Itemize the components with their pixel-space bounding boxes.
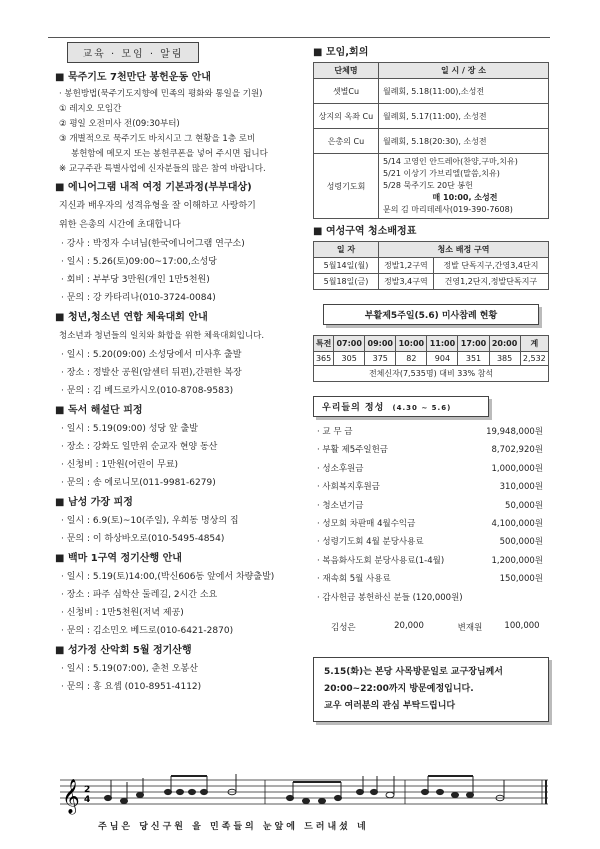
section-rosary [55,71,303,177]
text-line: · 봉헌방법(묵주기도지향에 민족의 평화와 통일을 기원) [59,89,263,99]
offering-label: · 재속회 5월 사용료 [317,574,391,585]
offering-amount: 19,948,000원 [486,427,543,437]
offering-label: · 감사헌금 봉헌하신 분들 (120,000원) [317,592,463,603]
notice-box [313,657,549,722]
table-row [314,258,549,274]
text-line: · 일시 : 5.19(07:00), 춘천 오봉산 [61,664,198,674]
cell-line: 5/28 묵주기도 20단 봉헌 [383,181,473,190]
offering-label: · 교 무 금 [317,427,353,437]
offering-row [313,515,549,533]
offering-amount: 1,200,000원 [491,555,543,566]
table-row [314,274,549,290]
offering-label: · 청소년기금 [317,500,364,511]
text-line: · 장소 : 파주 심학산 둘레길, 2시간 소요 [61,590,218,600]
left-header: 교육 · 모임 · 알림 [67,42,199,63]
donor-amount: 100,000 [504,621,540,632]
text-line: · 문의 : 이 하상바오로(010-5495-4854) [61,534,225,544]
table-header: 10:00 [396,336,427,352]
cell-line: 매 10:00, 소성전 [432,193,498,202]
offering-title [313,396,489,417]
table-cell: 375 [365,352,396,366]
text-line: · 일시 : 5.26(토)09:00~17:00,소성당 [61,257,217,267]
offering-row [313,441,549,459]
text-line: 봉헌함에 메모지 또는 봉헌쿠폰을 넣어 주시면 됩니다 [71,149,268,159]
table-row [314,129,549,154]
offering-label: · 복음화사도회 분당사용료(1-4월) [317,555,445,566]
table-row [314,366,549,382]
cell-line: 5/14 고영인 안드레아(찬양,구마,치유) [383,157,518,166]
table-cell: 셋별Cu [314,79,379,104]
text-line: ① 레지오 모임간 [59,104,122,114]
notice-line: 5.15(화)는 본당 사목방문일로 교구장님께서 [324,667,503,678]
text-line: · 문의 : 김 베드로카시오(010-8708-9583) [61,386,234,396]
text-line: · 강사 : 박정자 수녀님(한국에니어그램 연구소) [61,239,245,249]
table-row [314,154,549,219]
section-title: ■ 에니어그램 내적 여정 기본과정(부부대상) [55,181,303,195]
text-line: · 신청비 : 1만원(어린이 무료) [61,460,179,470]
table-cell: 은총의 Cu [314,129,379,154]
svg-text:4: 4 [84,795,91,805]
table-cell: 정발3,4구역 [379,274,434,290]
table-header: 20:00 [489,336,520,352]
offering-amount: 310,000원 [499,482,543,493]
table-cell: 상지의 옥좌 Cu [314,104,379,129]
text-line: · 문의 : 홍 요셉 (010-8951-4112) [61,682,202,692]
table-header: 단체명 [314,63,379,79]
table-cell: 5월18일(금) [314,274,379,290]
table-header: 일 자 [314,242,379,258]
table-cell: 건영1,2단지,정발단독지구 [433,274,548,290]
section-hiking-1 [55,552,303,640]
section-title: ■ 묵주기도 7천만단 봉헌운동 안내 [55,71,303,85]
offering-label: · 성모회 차판매 4월수익금 [317,519,416,530]
offering-row [313,460,549,478]
section-sports-day [55,311,303,400]
left-column [55,42,303,696]
mass-table [313,335,549,382]
donor-list [313,621,549,633]
right-column [313,42,549,722]
text-line: · 장소 : 정발산 공원(암센터 뒤편),간편한 복장 [61,368,242,378]
section-lector-retreat [55,404,303,492]
offering-label: · 성소후원금 [317,463,364,474]
table-cell: 5월14일(월) [314,258,379,274]
offering-amount: 50,000원 [505,500,543,511]
text-line: · 문의 : 송 에로니모(011-9981-6279) [61,478,216,488]
mass-title: 부활제5주일(5.6) 미사참례 현황 [323,304,539,325]
text-line: · 장소 : 강화도 일만위 순교자 현양 동산 [61,442,218,452]
table-header: 11:00 [427,336,458,352]
offering-section [313,396,549,633]
offering-row [313,552,549,570]
table-cell: 351 [458,352,489,366]
notice-line: 교우 여러분의 관심 부탁드립니다 [324,701,456,712]
offering-amount: 4,100,000원 [491,519,543,530]
offering-label: · 사회복지후원금 [317,482,380,493]
donor-name: 김성은 [331,623,356,634]
table-cell: 성령기도회 [314,154,379,219]
text-line: 지신과 배우자의 성격유형을 잘 이해하고 사랑하기 [59,201,256,211]
text-line: · 문의 : 김소민오 베드로(010-6421-2870) [61,626,234,636]
section-men-retreat [55,496,303,548]
text-line: 위한 은총의 시간에 초대합니다 [59,220,181,230]
section-title: ■ 성가정 산악회 5월 정기산행 [55,644,303,658]
text-line: · 문의 : 강 카타리나(010-3724-0084) [61,293,216,303]
meetings-title: ■ 모임,회의 [313,46,549,60]
top-rule [48,37,550,38]
table-header: 일 시 / 장 소 [379,63,549,79]
text-line: · 일시 : 5.20(09:00) 소성당에서 미사후 출발 [61,350,242,360]
section-title: ■ 청년,청소년 연합 체육대회 안내 [55,311,303,325]
meetings-table [313,62,549,219]
section-title: ■ 남성 가장 피정 [55,496,303,510]
offering-row [313,533,549,551]
notice-line: 20:00~22:00까지 방문예정입니다. [324,684,474,695]
table-header: 청소 배정 구역 [379,242,549,258]
section-title: ■ 백마 1구역 정기산행 안내 [55,552,303,566]
lyrics: 주님은 당신구원 을 민족들의 눈앞에 드러내셨 네 [98,822,369,832]
offering-amount: 1,000,000원 [491,463,543,474]
offering-row [313,423,549,441]
text-line: · 일시 : 6.9(토)~10(주일), 우희동 명상의 집 [61,516,239,526]
table-cell: 904 [427,352,458,366]
table-cell: 정발1,2구역 [379,258,434,274]
table-cell: 정발 단독지구,간영3,4단지 [433,258,548,274]
offering-amount: 8,702,920원 [491,445,543,456]
table-cell: 월례회, 5.18(11:00),소성전 [379,79,549,104]
offering-title-text: 우리들의 정성 [322,403,385,413]
table-row [314,352,549,366]
offering-amount: 150,000원 [499,574,543,585]
cell-line: 5/21 이상기 가브리엘(말씀,치유) [383,169,500,178]
table-cell: 월례회, 5.17(11:00), 소성전 [379,104,549,129]
offering-label: · 성령기도회 4월 분당사용료 [317,537,424,548]
text-line: ※ 교구주관 특별사업에 신자분들의 많은 참여 바랍니다. [59,164,266,174]
offering-row [313,497,549,515]
treble-clef-icon: 𝄞 [62,779,80,814]
offering-row [313,478,549,496]
text-line: · 회비 : 부부당 3만원(개인 1만5천원) [61,275,210,285]
text-line: 청소년과 청년들의 일치와 화합을 위한 체육대회입니다. [59,331,265,341]
offering-row [313,570,549,588]
table-row [314,79,549,104]
cleaning-title: ■ 여성구역 청소배정표 [313,225,549,239]
table-cell: 82 [396,352,427,366]
offering-label: · 부활 제5주일헌금 [317,445,388,456]
table-cell: 월례회, 5.18(20:30), 소성전 [379,129,549,154]
table-header: 17:00 [458,336,489,352]
donor-name: 변재원 [457,623,483,634]
text-line: · 일시 : 5.19(토)14:00,(박신606동 앞에서 차량출발) [61,572,275,582]
table-cell: 2,532 [520,352,548,366]
text-line: · 신청비 : 1만5천원(저녁 제공) [61,608,184,618]
table-header: 특전 [314,336,334,352]
cell-line: 문의 김 마리데레사(019-390-7608) [383,205,513,214]
section-title: ■ 독서 해설단 피정 [55,404,303,418]
table-cell: 385 [489,352,520,366]
cleaning-table [313,241,549,290]
text-line: · 일시 : 5.19(09:00) 성당 앞 출발 [61,424,198,434]
offering-period: (4.30 ~ 5.6) [392,404,452,412]
offering-row [313,589,549,607]
table-header: 07:00 [334,336,365,352]
svg-text:2: 2 [84,785,91,795]
text-line: ② 평일 오전미사 전(09:30부터) [59,119,180,129]
table-cell: 365 [314,352,334,366]
table-row [314,104,549,129]
donor-amount: 20,000 [394,621,424,632]
table-cell [379,154,549,219]
section-hiking-2 [55,644,303,696]
offering-amount: 500,000원 [499,537,543,548]
table-header: 계 [520,336,548,352]
table-header: 09:00 [365,336,396,352]
table-cell: 305 [334,352,365,366]
text-line: ③ 개별적으로 묵주기도 바치시고 그 현황을 1층 로비 [59,134,256,144]
table-cell: 전체신자(7,535명) 대비 33% 참석 [314,366,549,382]
section-enneagram [55,181,303,307]
